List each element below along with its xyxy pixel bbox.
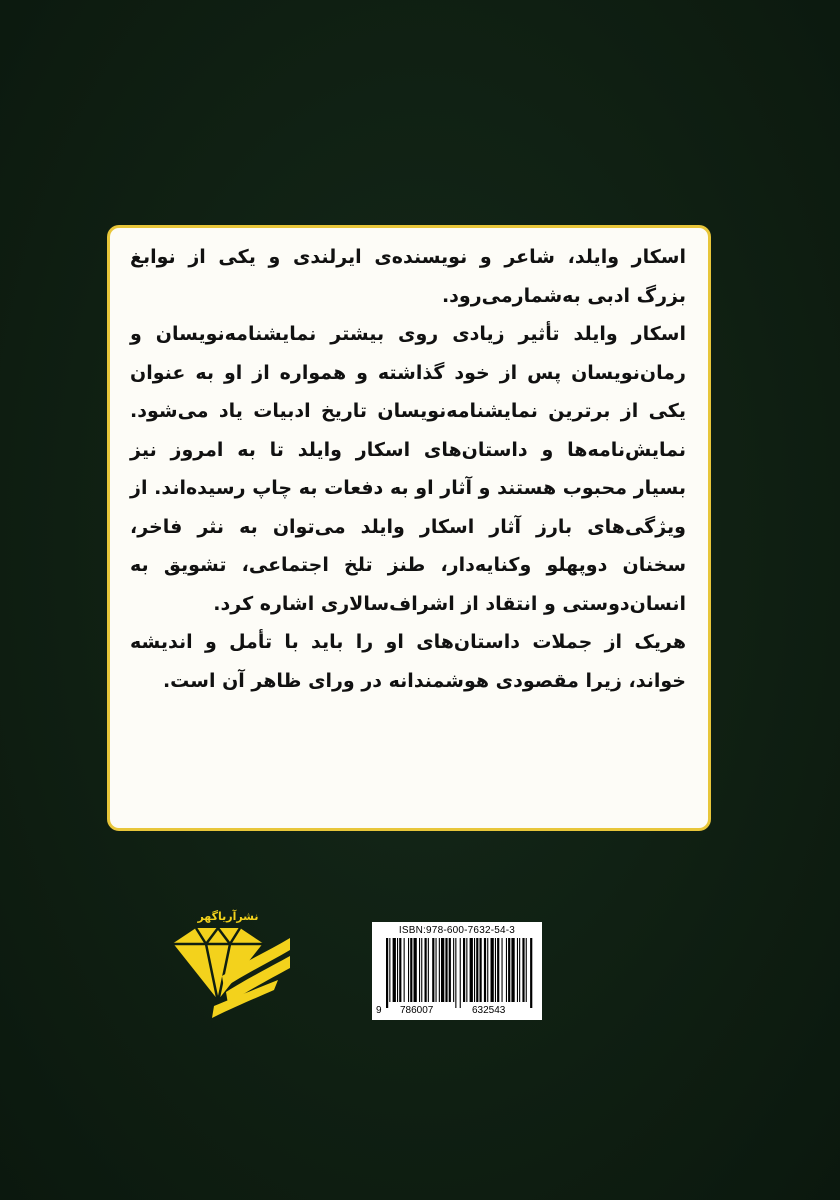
barcode-digit-lead: 9 <box>376 1005 382 1016</box>
barcode-bar <box>484 938 486 1002</box>
barcode-bar <box>449 938 451 1002</box>
barcode-bar <box>428 938 429 1002</box>
barcode-bar <box>466 938 467 1002</box>
barcode-bar <box>495 938 496 1002</box>
publisher-name: نشرآریاگهر <box>197 910 259 923</box>
description-paragraph-3: هریک از جملات داستان‌های او را باید با تأمل و اندیشه خواند، زیرا مقصودی هوشمندانه در ورای ظاهر آن است. <box>130 631 686 692</box>
barcode-bar <box>511 938 514 1002</box>
barcode-bar <box>432 938 434 1002</box>
barcode-bar <box>389 938 390 1002</box>
barcode-bar <box>519 938 520 1002</box>
barcode-bar <box>436 938 437 1002</box>
barcode-digit-group-2: 632543 <box>472 1005 506 1016</box>
barcode-bar <box>530 938 532 1008</box>
barcode-digits <box>372 1005 542 1019</box>
barcode-bar <box>522 938 524 1002</box>
barcode-bar <box>526 938 527 1002</box>
barcode-bar <box>393 938 396 1002</box>
barcode-bar <box>386 938 388 1008</box>
barcode-bar <box>470 938 473 1002</box>
barcode-bar <box>453 938 454 1002</box>
barcode-bar <box>487 938 488 1002</box>
barcode-bar <box>414 938 417 1002</box>
description-paragraph-1: اسکار وایلد، شاعر و نویسنده‌ی ایرلندی و یکی از نوابغ بزرگ ادبی به‌شمارمی‌رود. <box>130 246 686 307</box>
barcode-bar <box>397 938 398 1002</box>
barcode-bar <box>508 938 510 1002</box>
barcode-bar <box>425 938 427 1002</box>
barcode-bar <box>408 938 409 1002</box>
barcode-bar <box>502 938 503 1002</box>
description-paragraph-2: اسکار وایلد تأثیر زیادی روی بیشتر نمایشنامه‌نویسان و رمان‌نویسان پس از خود گذاشته و همواره از او به عنوان یکی از برترین نمایشنامه‌نویسان تاریخ ادبیات یاد می‌شود. نمایش‌نامه‌ها و داستان‌های اسکار وایلد تا به امروز نیز بسیار محبوب هستند و آثار او به دفعات به چاپ رسیده‌اند. از ویژگی‌های بارز آثار اسکار وایلد می‌توان به نثر فاخر، سخنان دوپهلو وکنایه‌دار، طنز تلخ اجتماعی، تشویق به انسان‌دوستی و انتقاد از اشراف‌سالاری اشاره کرد. <box>130 323 686 615</box>
barcode-bar <box>497 938 499 1002</box>
publisher-logo <box>162 910 294 1030</box>
barcode-bar <box>480 938 482 1002</box>
barcode-bar <box>455 938 456 1008</box>
barcode-bar <box>419 938 420 1002</box>
barcode-bar <box>421 938 422 1002</box>
barcode-bar <box>404 938 405 1002</box>
description-box <box>107 225 711 831</box>
barcode-bar <box>517 938 518 1002</box>
barcode-bar <box>445 938 447 1002</box>
barcode-bar <box>491 938 494 1002</box>
isbn-barcode <box>372 922 542 1020</box>
barcode-bar <box>399 938 401 1002</box>
barcode-bar <box>474 938 475 1002</box>
barcode-bar <box>410 938 412 1002</box>
barcode-bar <box>463 938 465 1002</box>
barcode-bar <box>460 938 461 1008</box>
barcode-digit-group-1: 786007 <box>400 1005 434 1016</box>
barcode-bar <box>476 938 478 1002</box>
diamond-logo-icon <box>162 910 294 1030</box>
barcode-bar <box>441 938 444 1002</box>
isbn-label: ISBN:978-600-7632-54-3 <box>398 925 516 936</box>
barcode-bar <box>439 938 440 1002</box>
barcode-bar <box>506 938 507 1002</box>
